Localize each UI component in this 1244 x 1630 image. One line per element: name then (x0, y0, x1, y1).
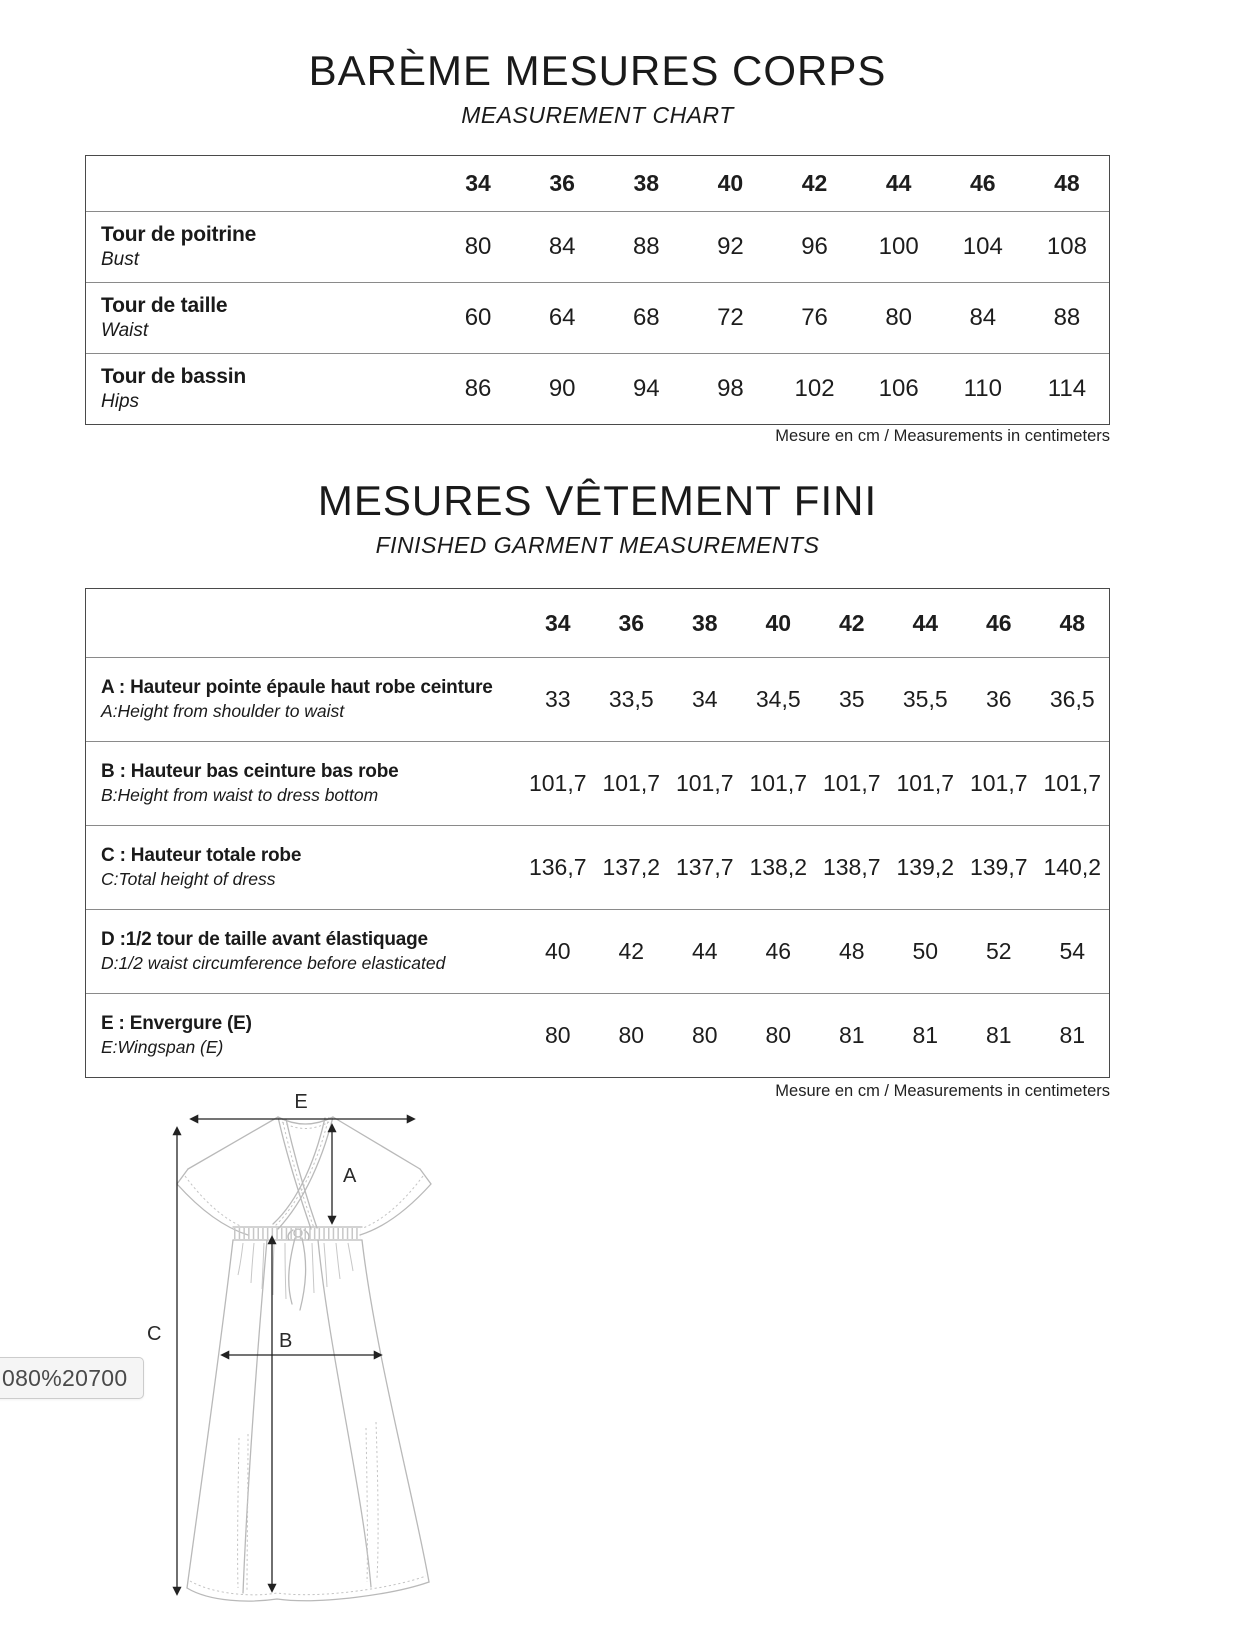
row-label-fr: E : Envergure (E) (101, 1012, 252, 1034)
measurement-value: 35 (838, 686, 865, 712)
measurement-value: 90 (548, 375, 576, 402)
measurement-value: 101,7 (749, 770, 808, 796)
unit-note-2: Mesure en cm / Measurements in centimeters (775, 1082, 1110, 1100)
measurement-value: 84 (548, 233, 576, 260)
measurement-value: 104 (962, 233, 1003, 260)
unit-note-1: Mesure en cm / Measurements in centimeters (775, 427, 1110, 445)
measurement-value: 138,2 (749, 854, 808, 880)
measurement-value: 80 (544, 1022, 571, 1048)
table-row-waist (86, 282, 1109, 353)
gather-marks (234, 1234, 361, 1300)
measurement-value: 42 (618, 938, 645, 964)
measurement-value: 101,7 (602, 770, 661, 796)
row-values (521, 658, 1109, 741)
table-row-bust (86, 211, 1109, 282)
measurement-value: 84 (969, 304, 997, 331)
measurement-value: 68 (632, 304, 660, 331)
row-label (86, 292, 436, 344)
measurement-value: 33,5 (608, 686, 654, 712)
measurement-value: 86 (464, 375, 492, 402)
size-header: 40 (717, 170, 744, 196)
measurement-value: 81 (1059, 1022, 1086, 1048)
row-label-fr: Tour de bassin (101, 365, 246, 388)
size-header: 46 (970, 170, 996, 196)
measurement-value: 101,7 (896, 770, 955, 796)
table-row-a-shoulder-to-waist (86, 657, 1109, 741)
measurement-value: 100 (878, 233, 919, 260)
measurement-value: 64 (548, 304, 576, 331)
row-label-en: Hips (101, 391, 140, 413)
row-values (521, 826, 1109, 909)
row-values (436, 283, 1109, 353)
size-header-row (86, 156, 1109, 211)
measurement-value: 101,7 (969, 770, 1028, 796)
row-label-en: Bust (101, 249, 140, 271)
measurement-arrows (177, 1119, 414, 1594)
dress-technical-drawing (115, 1072, 445, 1630)
row-label (86, 928, 521, 975)
status-bubble-text: 080%20700 (2, 1364, 128, 1391)
measurement-value: 88 (1053, 304, 1081, 331)
row-label (86, 844, 521, 891)
row-label (86, 676, 521, 723)
measurement-value: 76 (801, 304, 828, 331)
size-header: 38 (691, 609, 718, 636)
measurement-value: 81 (838, 1022, 865, 1048)
size-header: 40 (765, 609, 792, 636)
row-label-fr: Tour de taille (101, 294, 228, 317)
garment-measurements-title-block (85, 478, 1110, 559)
measurement-value: 114 (1047, 375, 1087, 402)
measurement-value: 88 (632, 233, 660, 260)
row-values (436, 212, 1109, 282)
measurement-value: 96 (801, 233, 828, 260)
measurement-value: 110 (963, 375, 1002, 402)
row-label (86, 363, 436, 415)
body-measurements-table (85, 155, 1110, 425)
measurement-value: 35,5 (902, 686, 948, 712)
measurement-value: 50 (912, 938, 939, 964)
size-header: 42 (838, 609, 865, 636)
measurement-value: 106 (878, 375, 919, 402)
table-row-d-half-waist (86, 909, 1109, 993)
row-label-en: C:Total height of dress (101, 869, 276, 890)
measurement-value: 98 (717, 375, 744, 402)
garment-measurements-subtitle: FINISHED GARMENT MEASUREMENTS (375, 532, 820, 559)
measurement-value: 80 (765, 1022, 792, 1048)
measurement-value: 33 (544, 686, 571, 712)
size-header: 48 (1059, 609, 1086, 636)
row-values (521, 994, 1109, 1077)
row-label-fr: B : Hauteur bas ceinture bas robe (101, 760, 399, 782)
row-label (86, 221, 436, 273)
measurement-value: 138,7 (822, 854, 881, 880)
measurement-value: 94 (632, 375, 660, 402)
size-header: 36 (549, 170, 575, 196)
measurement-value: 72 (717, 304, 744, 331)
measurement-value: 139,7 (969, 854, 1028, 880)
row-label-en: A:Height from shoulder to waist (101, 701, 345, 722)
measurement-value: 34 (691, 686, 718, 712)
measurement-value: 40 (544, 938, 571, 964)
measurement-value: 102 (794, 375, 835, 402)
measurement-value: 48 (838, 938, 865, 964)
measurement-value: 34,5 (755, 686, 801, 712)
measurement-value: 108 (1046, 233, 1087, 260)
row-values (521, 910, 1109, 993)
measurement-value: 81 (985, 1022, 1012, 1048)
size-header: 46 (985, 609, 1012, 636)
size-header-row (86, 589, 1109, 657)
row-label (86, 1012, 521, 1059)
measurement-value: 136,7 (528, 854, 587, 880)
size-header-cells (436, 156, 1109, 211)
measurement-value: 46 (765, 938, 792, 964)
size-header: 48 (1054, 170, 1080, 196)
row-label-fr: D :1/2 tour de taille avant élastiquage (101, 928, 428, 950)
label-a: A (343, 1165, 357, 1187)
measurement-value: 101,7 (1043, 770, 1102, 796)
label-c: C (147, 1323, 162, 1345)
row-label-en: D:1/2 waist circumference before elasticated (101, 953, 446, 974)
row-values (521, 742, 1109, 825)
row-values (436, 354, 1109, 424)
row-label-fr: Tour de poitrine (101, 223, 257, 246)
body-measurements-title-block (85, 48, 1110, 129)
size-header: 34 (465, 170, 491, 196)
garment-measurements-title: MESURES VÊTEMENT FINI (317, 477, 878, 524)
row-label-fr: C : Hauteur totale robe (101, 844, 302, 866)
measurement-value: 81 (912, 1022, 939, 1048)
measurement-value: 101,7 (528, 770, 587, 796)
measurement-value: 137,7 (675, 854, 734, 880)
row-label-fr: A : Hauteur pointe épaule haut robe ceinture (101, 676, 493, 698)
table-row-c-total-height (86, 825, 1109, 909)
measurement-value: 36,5 (1049, 686, 1095, 712)
size-header: 42 (801, 170, 828, 196)
measurement-value: 101,7 (675, 770, 734, 796)
size-header: 36 (618, 609, 645, 636)
size-header-cells (521, 589, 1109, 657)
dress-outline (177, 1117, 431, 1601)
measurement-value: 54 (1059, 938, 1086, 964)
table-row-hips (86, 353, 1109, 424)
row-label-en: E:Wingspan (E) (101, 1037, 224, 1058)
measurement-value: 52 (985, 938, 1012, 964)
label-e: E (294, 1091, 308, 1113)
measurement-value: 140,2 (1043, 854, 1102, 880)
size-header: 44 (912, 609, 939, 636)
measurement-value: 60 (464, 304, 492, 331)
arrow-labels (147, 1091, 357, 1352)
measurement-value: 101,7 (822, 770, 881, 796)
browser-status-bubble (0, 1357, 144, 1399)
row-label (86, 760, 521, 807)
row-label-en: Waist (101, 320, 149, 342)
measurement-value: 36 (985, 686, 1012, 712)
row-label-en: B:Height from waist to dress bottom (101, 785, 379, 806)
body-measurements-subtitle: MEASUREMENT CHART (461, 102, 734, 129)
size-header: 44 (885, 170, 912, 196)
measurement-value: 137,2 (602, 854, 661, 880)
measurement-value: 139,2 (896, 854, 955, 880)
measurement-value: 80 (691, 1022, 718, 1048)
label-b: B (279, 1330, 293, 1352)
measurement-value: 80 (618, 1022, 645, 1048)
size-header: 34 (544, 609, 571, 636)
body-measurements-title: BARÈME MESURES CORPS (308, 47, 887, 94)
measurement-value: 44 (691, 938, 718, 964)
table-row-e-wingspan (86, 993, 1109, 1077)
measurement-value: 92 (717, 233, 744, 260)
garment-measurements-table (85, 588, 1110, 1078)
measurement-value: 80 (464, 233, 492, 260)
table-row-b-waist-to-bottom (86, 741, 1109, 825)
size-header: 38 (633, 170, 660, 196)
measurement-value: 80 (885, 304, 913, 331)
